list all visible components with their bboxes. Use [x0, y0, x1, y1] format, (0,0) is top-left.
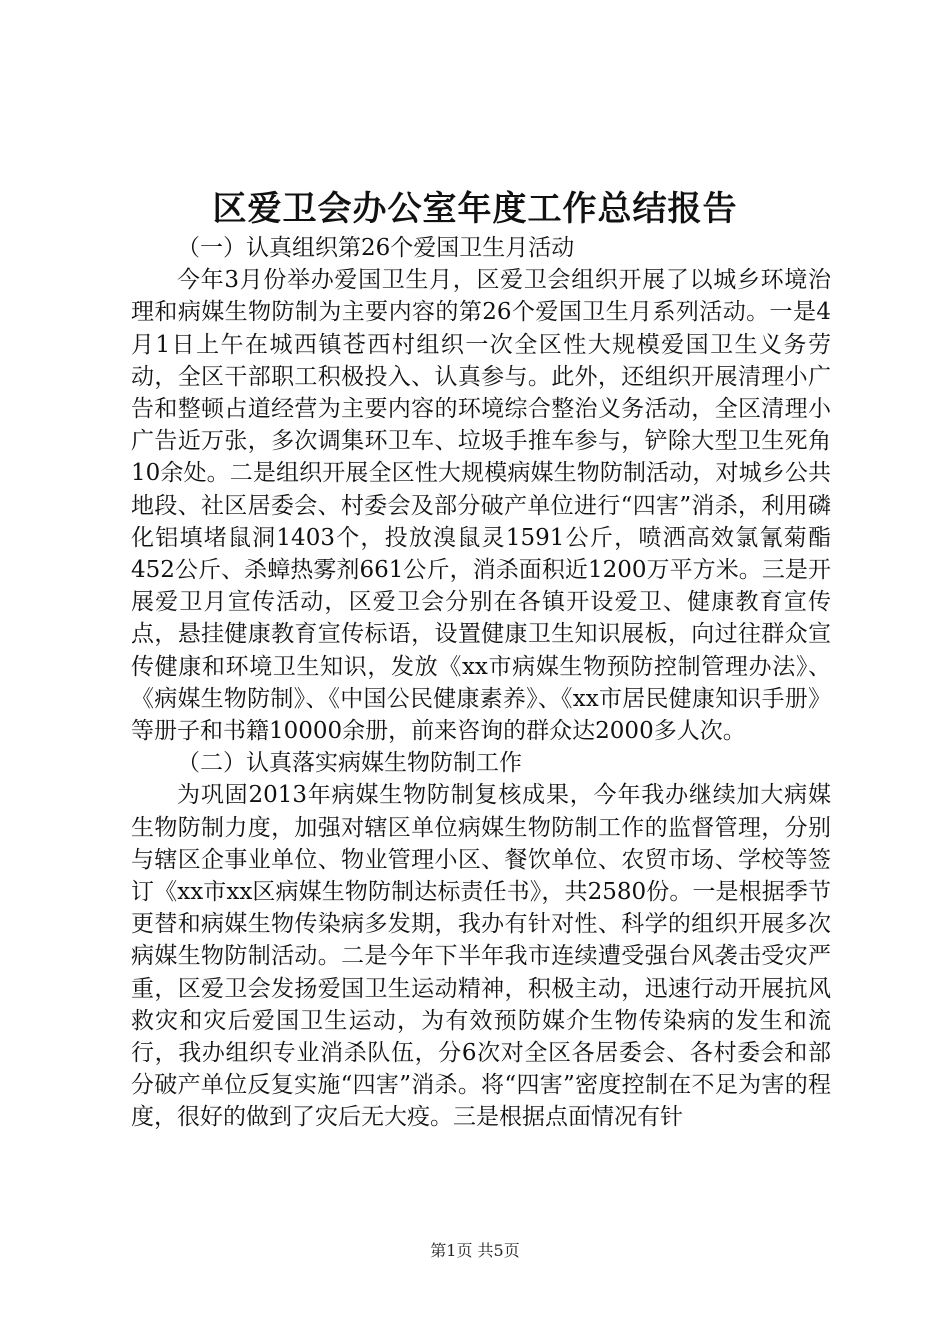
section-1-heading: （一）认真组织第26个爱国卫生月活动 — [177, 235, 575, 261]
document-title: 区爱卫会办公室年度工作总结报告 — [212, 189, 738, 229]
section-2-paragraph: 为巩固2013年病媒生物防制复核成果，今年我办继续加大病媒生物防制力度，加强对辖区单位病媒生物防制工作的监督管理，分别与辖区企事业单位、物业管理小区、餐饮单位、农贸市场、学校等签订《xx市xx区病媒生物防制达标责任书》，共2580份。一是根据季节更替和病媒生物传染病多发期，我办有针对性、科学的组织开展多次病媒生物防制活动。二是今年下半年我市连续遭受强台风袭击受灾严重，区爱卫会发扬爱国卫生运动精神，积极主动，迅速行动开展抗风救灾和灾后爱国卫生运动，为有效预防媒介生物传染病的发生和流行，我办组织专业消杀队伍，分6次对全区各居委会、各村委会和部分破产单位反复实施“四害”消杀。将“四害”密度控制在不足为害的程度，很好的做到了灾后无大疫。三是根据点面情况有针 — [131, 782, 831, 1131]
document-body — [131, 232, 831, 1134]
section-1-paragraph: 今年3月份举办爱国卫生月，区爱卫会组织开展了以城乡环境治理和病媒生物防制为主要内容的第26个爱国卫生月系列活动。一是4月1日上午在城西镇苍西村组织一次全区性大规模爱国卫生义务劳动，全区干部职工积极投入、认真参与。此外，还组织开展清理小广告和整顿占道经营为主要内容的环境综合整治义务活动，全区清理小广告近万张，多次调集环卫车、垃圾手推车参与，铲除大型卫生死角10余处。二是组织开展全区性大规模病媒生物防制活动，对城乡公共地段、社区居委会、村委会及部分破产单位进行“四害”消杀，利用磷化铝填堵鼠洞1403个，投放溴鼠灵1591公斤，喷洒高效氯氰菊酯452公斤、杀蟑热雾剂661公斤，消杀面积近1200万平方米。三是开展爱卫月宣传活动，区爱卫会分别在各镇开设爱卫、健康教育宣传点，悬挂健康教育宣传标语，设置健康卫生知识展板，向过往群众宣传健康和环境卫生知识，发放《xx市病媒生物预防控制管理办法》、《病媒生物防制》、《中国公民健康素养》、《xx市居民健康知识手册》等册子和书籍10000余册，前来咨询的群众达2000多人次。 — [131, 267, 831, 745]
page-number-footer: 第1页 共5页 — [430, 1241, 520, 1260]
section-2-heading: （二）认真落实病媒生物防制工作 — [177, 750, 522, 777]
